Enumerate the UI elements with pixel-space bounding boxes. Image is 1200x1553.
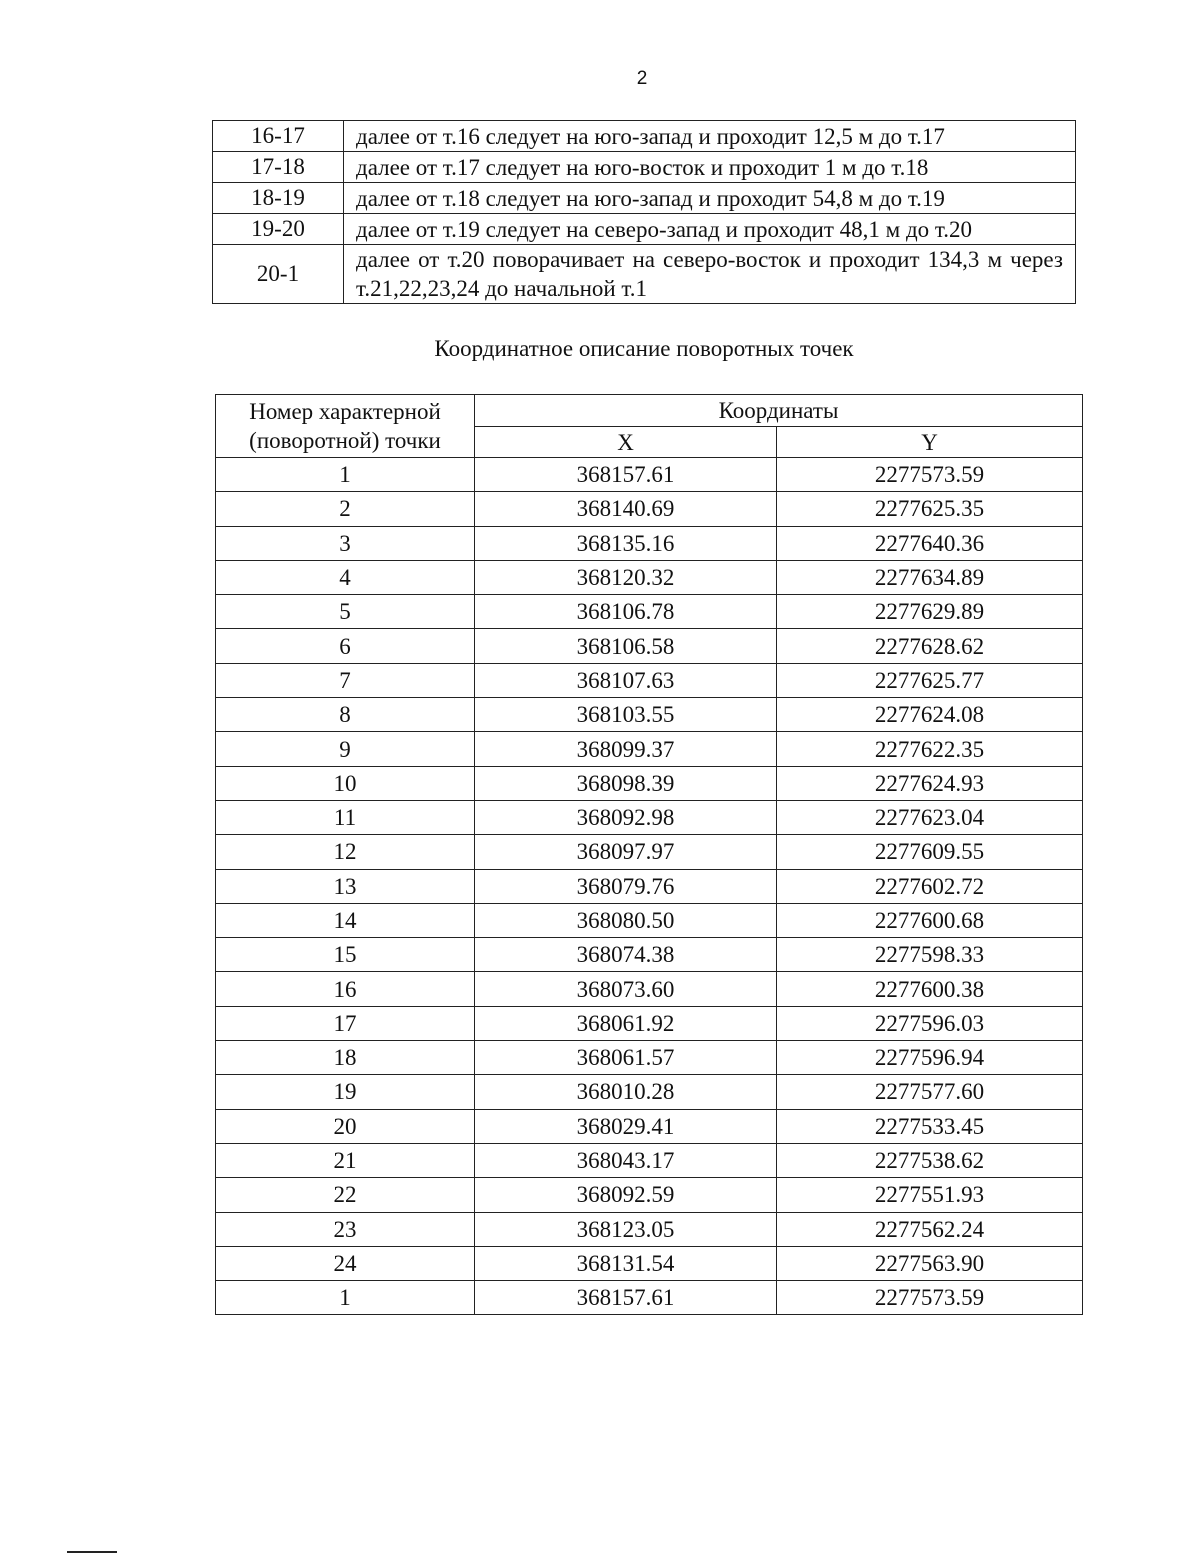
route-segment: 18-19 <box>213 183 344 214</box>
table-row <box>216 766 1083 800</box>
table-row <box>216 1212 1083 1246</box>
y-coordinate-cell: 2277573.59 <box>777 1281 1083 1315</box>
point-number-cell: 9 <box>216 732 475 766</box>
table-row <box>216 560 1083 594</box>
point-number-cell: 23 <box>216 1212 475 1246</box>
x-coordinate-cell: 368029.41 <box>475 1109 777 1143</box>
y-coordinate-cell: 2277600.38 <box>777 972 1083 1006</box>
route-table-body <box>213 121 1076 304</box>
table-row <box>216 938 1083 972</box>
y-coordinate-cell: 2277625.77 <box>777 663 1083 697</box>
route-row <box>213 245 1076 304</box>
point-number-cell: 13 <box>216 869 475 903</box>
table-row <box>216 732 1083 766</box>
table-row <box>216 1075 1083 1109</box>
point-number-cell: 19 <box>216 1075 475 1109</box>
route-segment: 20-1 <box>213 245 344 304</box>
point-number-cell: 10 <box>216 766 475 800</box>
y-coordinate-cell: 2277628.62 <box>777 629 1083 663</box>
route-segment: 16-17 <box>213 121 344 152</box>
x-coordinate-cell: 368061.92 <box>475 1006 777 1040</box>
point-number-cell: 12 <box>216 835 475 869</box>
table-row <box>216 492 1083 526</box>
y-coordinate-cell: 2277629.89 <box>777 595 1083 629</box>
point-number-cell: 11 <box>216 800 475 834</box>
point-number-cell: 17 <box>216 1006 475 1040</box>
header-coordinates: Координаты <box>475 395 1083 427</box>
route-row <box>213 152 1076 183</box>
section-title: Координатное описание поворотных точек <box>434 336 854 361</box>
table-row <box>216 800 1083 834</box>
x-coordinate-cell: 368135.16 <box>475 526 777 560</box>
x-coordinate-cell: 368106.78 <box>475 595 777 629</box>
table-row <box>216 698 1083 732</box>
y-coordinate-cell: 2277624.08 <box>777 698 1083 732</box>
x-coordinate-cell: 368131.54 <box>475 1246 777 1280</box>
coordinates-table <box>215 394 1083 1315</box>
route-row <box>213 183 1076 214</box>
table-row <box>216 1281 1083 1315</box>
x-coordinate-cell: 368092.59 <box>475 1178 777 1212</box>
route-segment: 19-20 <box>213 214 344 245</box>
x-coordinate-cell: 368157.61 <box>475 1281 777 1315</box>
y-coordinate-cell: 2277622.35 <box>777 732 1083 766</box>
table-row <box>216 903 1083 937</box>
y-coordinate-cell: 2277538.62 <box>777 1143 1083 1177</box>
x-coordinate-cell: 368157.61 <box>475 458 777 492</box>
point-number-cell: 15 <box>216 938 475 972</box>
point-number-cell: 7 <box>216 663 475 697</box>
table-row <box>216 1006 1083 1040</box>
point-number-cell: 3 <box>216 526 475 560</box>
table-row <box>216 1109 1083 1143</box>
y-coordinate-cell: 2277623.04 <box>777 800 1083 834</box>
coordinates-table-body <box>216 458 1083 1315</box>
y-coordinate-cell: 2277596.03 <box>777 1006 1083 1040</box>
y-coordinate-cell: 2277533.45 <box>777 1109 1083 1143</box>
y-coordinate-cell: 2277562.24 <box>777 1212 1083 1246</box>
y-coordinate-cell: 2277563.90 <box>777 1246 1083 1280</box>
y-coordinate-cell: 2277577.60 <box>777 1075 1083 1109</box>
x-coordinate-cell: 368140.69 <box>475 492 777 526</box>
table-row <box>216 1041 1083 1075</box>
point-number-cell: 6 <box>216 629 475 663</box>
y-coordinate-cell: 2277551.93 <box>777 1178 1083 1212</box>
point-number-cell: 21 <box>216 1143 475 1177</box>
x-coordinate-cell: 368073.60 <box>475 972 777 1006</box>
coordinates-table-header <box>216 395 1083 458</box>
y-coordinate-cell: 2277625.35 <box>777 492 1083 526</box>
y-coordinate-cell: 2277602.72 <box>777 869 1083 903</box>
table-row <box>216 1246 1083 1280</box>
route-row <box>213 214 1076 245</box>
route-description: далее от т.17 следует на юго-восток и проходит 1 м до т.18 <box>344 152 1076 183</box>
point-number-cell: 2 <box>216 492 475 526</box>
table-row <box>216 869 1083 903</box>
x-coordinate-cell: 368099.37 <box>475 732 777 766</box>
point-number-cell: 8 <box>216 698 475 732</box>
y-coordinate-cell: 2277640.36 <box>777 526 1083 560</box>
x-coordinate-cell: 368061.57 <box>475 1041 777 1075</box>
page-number: 2 <box>636 68 648 89</box>
y-coordinate-cell: 2277624.93 <box>777 766 1083 800</box>
table-row <box>216 972 1083 1006</box>
y-coordinate-cell: 2277609.55 <box>777 835 1083 869</box>
x-coordinate-cell: 368120.32 <box>475 560 777 594</box>
route-segment: 17-18 <box>213 152 344 183</box>
point-number-cell: 22 <box>216 1178 475 1212</box>
route-description-table <box>212 120 1076 304</box>
x-coordinate-cell: 368106.58 <box>475 629 777 663</box>
y-coordinate-cell: 2277634.89 <box>777 560 1083 594</box>
point-number-cell: 1 <box>216 458 475 492</box>
x-coordinate-cell: 368097.97 <box>475 835 777 869</box>
table-row <box>216 629 1083 663</box>
y-coordinate-cell: 2277598.33 <box>777 938 1083 972</box>
y-coordinate-cell: 2277596.94 <box>777 1041 1083 1075</box>
y-coordinate-cell: 2277573.59 <box>777 458 1083 492</box>
x-coordinate-cell: 368080.50 <box>475 903 777 937</box>
x-coordinate-cell: 368074.38 <box>475 938 777 972</box>
point-number-cell: 20 <box>216 1109 475 1143</box>
table-row <box>216 1143 1083 1177</box>
x-coordinate-cell: 368043.17 <box>475 1143 777 1177</box>
table-row <box>216 1178 1083 1212</box>
table-row <box>216 458 1083 492</box>
table-row <box>216 663 1083 697</box>
point-number-cell: 24 <box>216 1246 475 1280</box>
table-row <box>216 526 1083 560</box>
point-number-cell: 18 <box>216 1041 475 1075</box>
point-number-cell: 16 <box>216 972 475 1006</box>
route-description: далее от т.16 следует на юго-запад и проходит 12,5 м до т.17 <box>344 121 1076 152</box>
route-description: далее от т.18 следует на юго-запад и проходит 54,8 м до т.19 <box>344 183 1076 214</box>
route-row <box>213 121 1076 152</box>
x-coordinate-cell: 368010.28 <box>475 1075 777 1109</box>
header-x: X <box>475 427 777 458</box>
header-y: Y <box>777 427 1083 458</box>
header-point-number: Номер характерной (поворотной) точки <box>216 395 475 458</box>
table-row <box>216 835 1083 869</box>
y-coordinate-cell: 2277600.68 <box>777 903 1083 937</box>
point-number-cell: 14 <box>216 903 475 937</box>
x-coordinate-cell: 368079.76 <box>475 869 777 903</box>
point-number-cell: 5 <box>216 595 475 629</box>
point-number-cell: 4 <box>216 560 475 594</box>
route-description: далее от т.20 поворачивает на северо-восток и проходит 134,3 м через т.21,22,23,24 до начальной т.1 <box>344 245 1076 304</box>
x-coordinate-cell: 368098.39 <box>475 766 777 800</box>
x-coordinate-cell: 368123.05 <box>475 1212 777 1246</box>
route-description: далее от т.19 следует на северо-запад и проходит 48,1 м до т.20 <box>344 214 1076 245</box>
table-row <box>216 595 1083 629</box>
point-number-cell: 1 <box>216 1281 475 1315</box>
x-coordinate-cell: 368107.63 <box>475 663 777 697</box>
x-coordinate-cell: 368103.55 <box>475 698 777 732</box>
x-coordinate-cell: 368092.98 <box>475 800 777 834</box>
